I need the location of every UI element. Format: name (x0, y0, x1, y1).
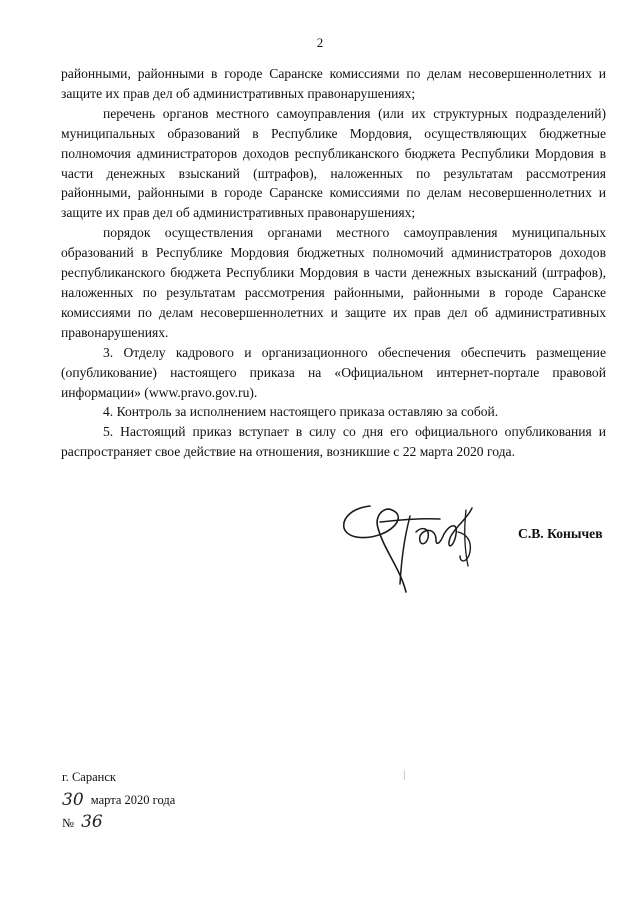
paragraph-item-3: 3. Отделу кадрового и организационного обеспечения обеспечить размещение (опубликование) настоящего приказа на «Официальном интернет-портале правовой информации» (www.pravo.gov.ru). (61, 344, 606, 400)
paragraph-item-5: 5. Настоящий приказ вступает в силу со дня его официального опубликования и распространяет свое действие на отношения, возникшие с 22 марта 2020 года. (61, 424, 606, 460)
paragraph-list-of-bodies: перечень органов местного самоуправления (или их структурных подразделений) муниципальных образований в Республике Мордовия, осуществляющих бюджетные полномочия администраторов доходов республиканского бюджета Республики Мордовия в части денежных взысканий (штрафов), наложенных по результатам рассмотрения районными, районными в городе Саранске комиссиями по делам несовершеннолетних и защите их прав дел об административных правонарушениях; (61, 105, 606, 221)
city-line (62, 766, 175, 788)
signer-name: С.В. Конычев (518, 526, 603, 541)
page-number: 2 (316, 35, 324, 50)
scan-mark (404, 770, 405, 780)
date-line (62, 788, 175, 811)
paragraph-continuation: районными, районными в городе Саранске комиссиями по делам несовершеннолетних и защите их прав дел об административных правонарушениях; (61, 66, 606, 101)
number-prefix: № (62, 816, 74, 830)
paragraph-item-4: 4. Контроль за исполнением настоящего приказа оставляю за собой. (103, 404, 499, 420)
city-text: г. Саранск (62, 770, 116, 784)
place-and-date-block (62, 766, 175, 834)
date-text: марта 2020 года (90, 793, 176, 807)
document-number-handwritten: 36 (81, 812, 103, 832)
signature-block (340, 488, 620, 608)
number-line (62, 811, 175, 834)
handwritten-signature (340, 488, 500, 603)
document-body (61, 64, 606, 462)
paragraph-procedure: порядок осуществления органами местного самоуправления муниципальных образований в Республике Мордовия бюджетных полномочий администраторов доходов республиканского бюджета Республики Мордовия в части денежных взысканий (штрафов), наложенных по результатам рассмотрения районными, районными в городе Саранске комиссиями по делам несовершеннолетних и защите их прав дел об административных правонарушениях. (61, 225, 606, 340)
date-day-handwritten: 30 (62, 790, 84, 810)
